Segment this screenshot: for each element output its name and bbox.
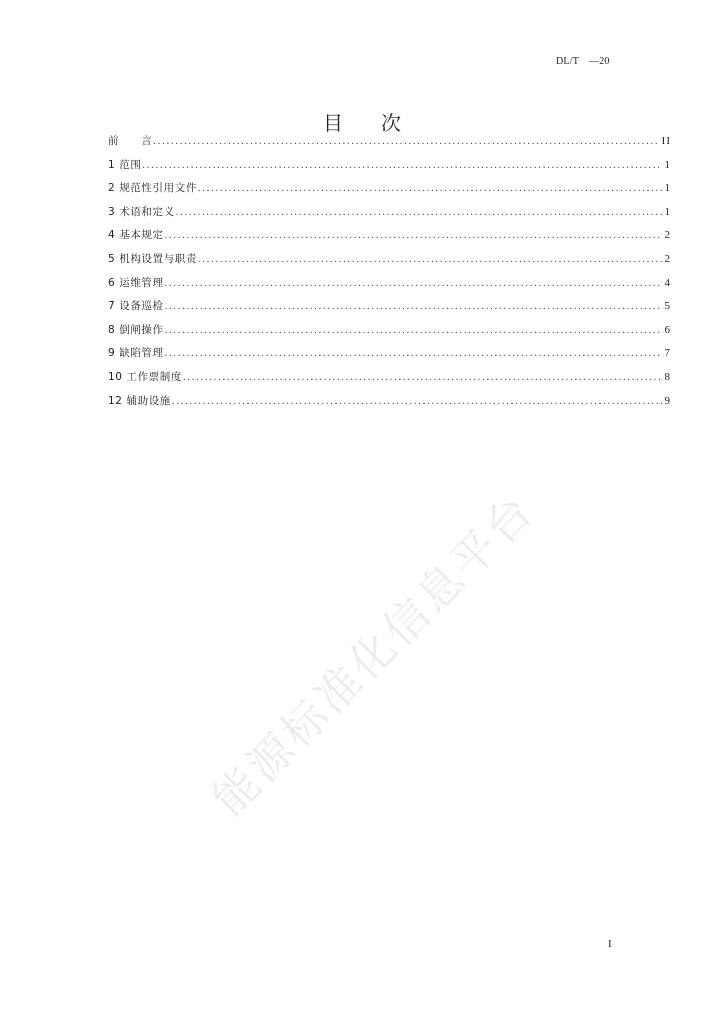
toc-entry-page: 4 — [664, 276, 671, 289]
toc-entry[interactable] — [108, 154, 671, 178]
toc-entry-page: 1 — [664, 158, 671, 171]
toc-entry[interactable] — [108, 272, 671, 296]
toc-entry-page: II — [661, 135, 671, 147]
toc-entry-page: 1 — [664, 182, 671, 195]
toc-entry-page: 8 — [664, 370, 671, 383]
toc-entry-page: 9 — [664, 394, 671, 407]
document-code: DL/T —20 — [556, 56, 610, 67]
toc-entry-page: 2 — [664, 229, 671, 242]
toc-entry-label: 3 术语和定义 — [108, 205, 175, 218]
toc-entry-label: 9 缺陷管理 — [108, 347, 164, 360]
toc-entry[interactable] — [108, 177, 671, 201]
toc-entry[interactable] — [108, 295, 671, 319]
toc-leader-dots — [153, 130, 658, 154]
toc-entry-label: 10 工作票制度 — [108, 370, 182, 383]
toc-leader-dots — [198, 177, 662, 201]
toc-entry-label: 7 设备巡检 — [108, 300, 164, 313]
toc-entry-label: 2 规范性引用文件 — [108, 182, 197, 195]
toc-entry-page: 6 — [664, 323, 671, 336]
toc-entry[interactable] — [108, 248, 671, 272]
page-title: 目次 — [323, 111, 439, 136]
toc-entry[interactable] — [108, 130, 671, 154]
toc-leader-dots — [176, 201, 662, 225]
watermark-text: 能源标准化信息平台 — [203, 484, 546, 826]
toc-leader-dots — [165, 319, 662, 343]
toc-leader-dots — [183, 366, 662, 390]
toc-leader-dots — [165, 224, 662, 248]
toc-entry-label: 8 倒闸操作 — [108, 323, 164, 336]
toc-entry-label: 5 机构设置与职责 — [108, 252, 197, 265]
toc-entry-label: 4 基本规定 — [108, 229, 164, 242]
toc-entry[interactable] — [108, 390, 671, 414]
toc-entry-page: 7 — [664, 347, 671, 360]
toc-entry[interactable] — [108, 319, 671, 343]
toc-entry[interactable] — [108, 366, 671, 390]
table-of-contents — [108, 130, 671, 413]
toc-entry-label: 1 范围 — [108, 158, 142, 171]
toc-entry-label: 6 运维管理 — [108, 276, 164, 289]
toc-leader-dots — [165, 272, 662, 296]
toc-leader-dots — [165, 342, 662, 366]
toc-entry[interactable] — [108, 342, 671, 366]
toc-leader-dots — [172, 390, 662, 414]
toc-leader-dots — [142, 154, 661, 178]
toc-leader-dots — [198, 248, 662, 272]
toc-entry-label: 前 言 — [108, 135, 153, 147]
toc-entry[interactable] — [108, 224, 671, 248]
toc-entry-page: 5 — [664, 300, 671, 313]
toc-entry-label: 12 辅助设施 — [108, 394, 171, 407]
toc-entry[interactable] — [108, 201, 671, 225]
toc-entry-page: 2 — [664, 252, 671, 265]
toc-entry-page: 1 — [664, 205, 671, 218]
toc-leader-dots — [165, 295, 662, 319]
page-number: I — [608, 938, 612, 950]
